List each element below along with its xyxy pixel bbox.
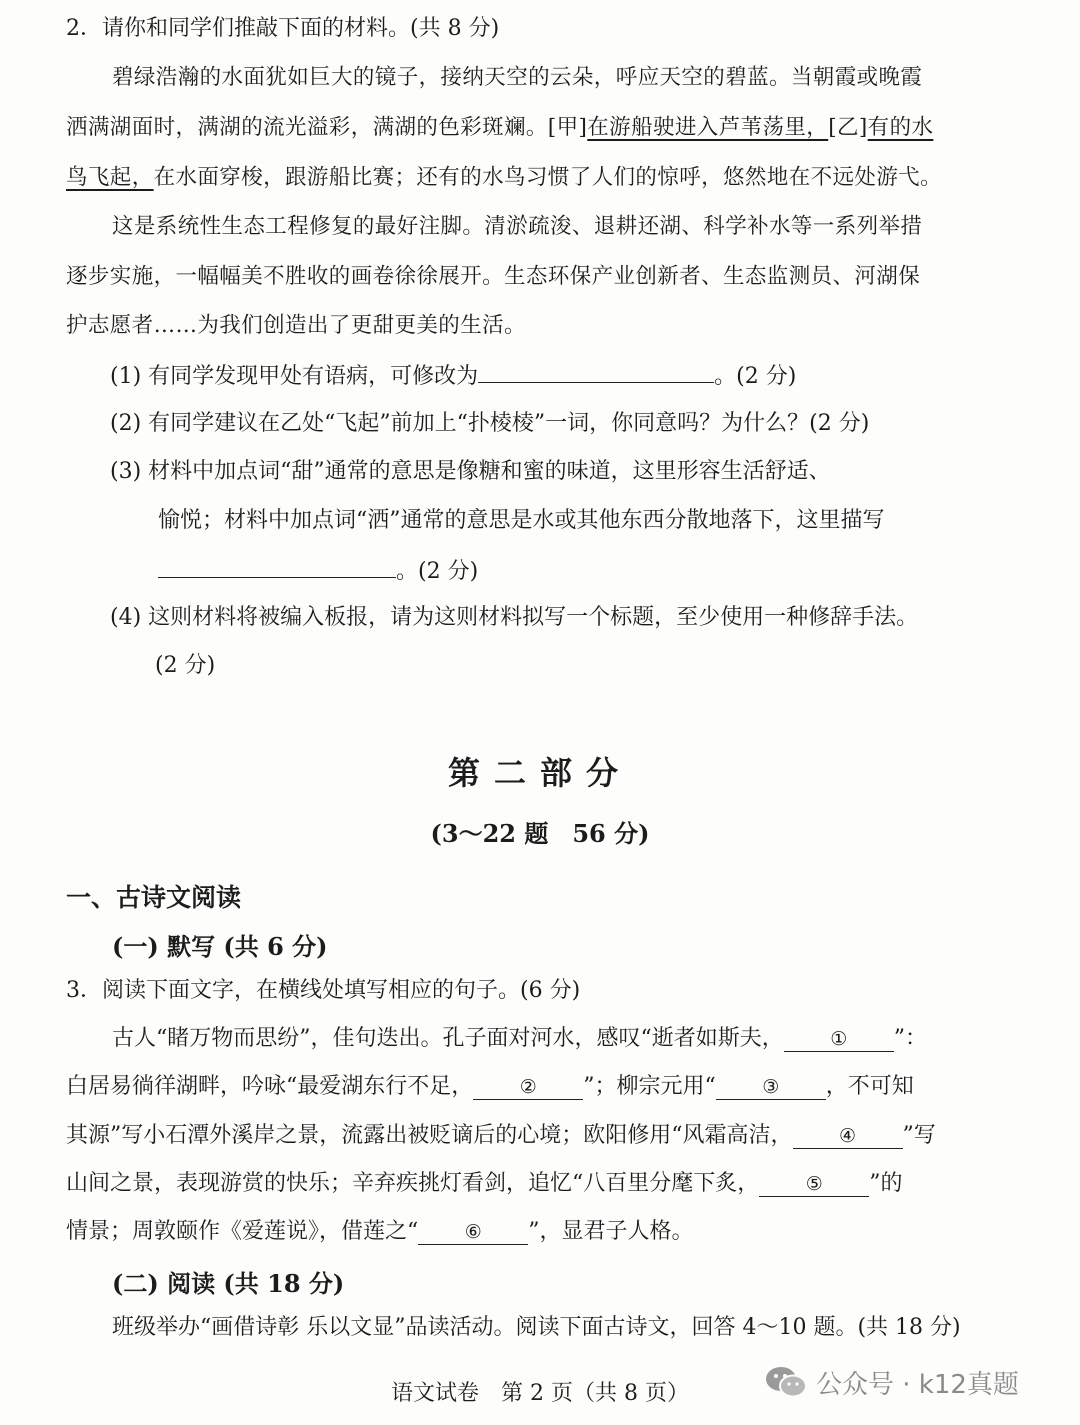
blank-2: ② bbox=[473, 1075, 583, 1100]
answer-blank bbox=[478, 360, 714, 383]
material-p1-line2 bbox=[66, 113, 1026, 143]
material-p2-line3: 护志愿者……为我们创造出了更甜更美的生活。 bbox=[66, 313, 526, 338]
blank-4: ④ bbox=[793, 1124, 903, 1149]
sub-question-4-line1: (4) 这则材料将被编入板报，请为这则材料拟写一个标题，至少使用一种修辞手法。 bbox=[110, 605, 919, 630]
q3-text: ”；柳宗元用“ bbox=[583, 1074, 716, 1099]
material-p2-line1: 这是系统性生态工程修复的最好注脚。清淤疏浚、退耕还湖、科学补水等一系列举措 bbox=[112, 214, 923, 239]
question-2-header: 2．请你和同学们推敲下面的材料。(共 8 分) bbox=[66, 16, 500, 41]
q3-text: 古人“睹万物而思纷”，佳句迭出。孔子面对河水，感叹“逝者如斯夫， bbox=[112, 1026, 784, 1051]
part-two-title: 第二部分 bbox=[447, 754, 632, 792]
mark-yi: [乙] bbox=[828, 115, 868, 140]
q3-text: 情景；周敦颐作《爱莲说》，借莲之“ bbox=[66, 1219, 419, 1244]
part-two-subtitle: (3～22 题 56 分) bbox=[430, 819, 650, 848]
section-heading-classical: 一、古诗文阅读 bbox=[66, 883, 242, 912]
q3-text: ”写 bbox=[902, 1123, 936, 1148]
q3-text: ，不可知 bbox=[825, 1074, 914, 1099]
underlined-jia-sentence: 在游船驶进入芦苇荡里， bbox=[587, 115, 829, 140]
material-text: 洒满湖面时，满湖的流光溢彩，满湖的色彩斑斓。[甲] bbox=[66, 115, 588, 140]
underlined-yi-sentence: 有的水 bbox=[867, 115, 934, 140]
q3-text: ”的 bbox=[869, 1171, 903, 1196]
material-p1-line3 bbox=[66, 163, 1026, 193]
answer-blank bbox=[158, 555, 396, 578]
sub-question-1-score: 。(2 分) bbox=[714, 364, 797, 389]
material-p2-line2: 逐步实施，一幅幅美不胜收的画卷徐徐展开。生态环保产业创新者、生态监测员、河湖保 bbox=[66, 264, 921, 289]
q3-line1 bbox=[112, 1024, 1072, 1054]
q3-text: 山间之景，表现游赏的快乐；辛弃疾挑灯看剑，追忆“八百里分麾下炙， bbox=[66, 1171, 760, 1196]
q3-line2 bbox=[66, 1072, 1026, 1102]
wechat-icon bbox=[764, 1365, 808, 1399]
underlined-yi-sentence-end: 鸟飞起， bbox=[66, 165, 154, 190]
sub-question-3-line3 bbox=[158, 555, 1080, 587]
blank-5: ⑤ bbox=[759, 1172, 869, 1197]
q3-line4 bbox=[66, 1169, 1026, 1199]
reading-intro: 班级举办“画借诗彰 乐以文显”品读活动。阅读下面古诗文，回答 4～10 题。(共 18 分) bbox=[112, 1315, 961, 1340]
sub-question-3-line2: 愉悦；材料中加点词“洒”通常的意思是水或其他东西分散地落下，这里描写 bbox=[158, 508, 885, 533]
sub-question-1-text: (1) 有同学发现甲处有语病，可修改为 bbox=[110, 364, 479, 389]
blank-1: ① bbox=[784, 1027, 894, 1052]
subsection-dictation: (一) 默写 (共 6 分) bbox=[112, 932, 328, 961]
sub-question-4-line2: (2 分) bbox=[155, 653, 216, 678]
blank-6: ⑥ bbox=[418, 1220, 528, 1245]
material-text: 在水面穿梭，跟游船比赛；还有的水鸟习惯了人们的惊呼，悠然地在不远处游弋。 bbox=[153, 165, 943, 190]
page-footer: 语文试卷 第 2 页（共 8 页） bbox=[391, 1381, 689, 1406]
watermark-text: 公众号 · k12真题 bbox=[816, 1369, 1019, 1400]
q3-text: 白居易徜徉湖畔，吟咏“最爱湖东行不足， bbox=[66, 1074, 474, 1099]
q3-line3 bbox=[66, 1121, 1026, 1151]
watermark bbox=[764, 1362, 1019, 1402]
question-3-header: 3．阅读下面文字，在横线处填写相应的句子。(6 分) bbox=[66, 978, 581, 1003]
sub-question-1 bbox=[110, 360, 1070, 392]
sub-question-3-score: 。(2 分) bbox=[396, 559, 479, 584]
subsection-reading: (二) 阅读 (共 18 分) bbox=[112, 1269, 345, 1298]
material-p1-line1: 碧绿浩瀚的水面犹如巨大的镜子，接纳天空的云朵，呼应天空的碧蓝。当朝霞或晚霞 bbox=[112, 65, 923, 90]
q3-text: 其源”写小石潭外溪岸之景，流露出被贬谪后的心境；欧阳修用“风霜高洁， bbox=[66, 1123, 793, 1148]
q3-line5 bbox=[66, 1217, 1026, 1247]
sub-question-2: (2) 有同学建议在乙处“飞起”前加上“扑棱棱”一词，你同意吗？为什么？(2 分) bbox=[110, 411, 870, 436]
q3-text: ”： bbox=[893, 1026, 927, 1051]
sub-question-3-line1: (3) 材料中加点词“甜”通常的意思是像糖和蜜的味道，这里形容生活舒适、 bbox=[110, 459, 831, 484]
q3-text: ”，显君子人格。 bbox=[528, 1219, 694, 1244]
blank-3: ③ bbox=[716, 1075, 826, 1100]
